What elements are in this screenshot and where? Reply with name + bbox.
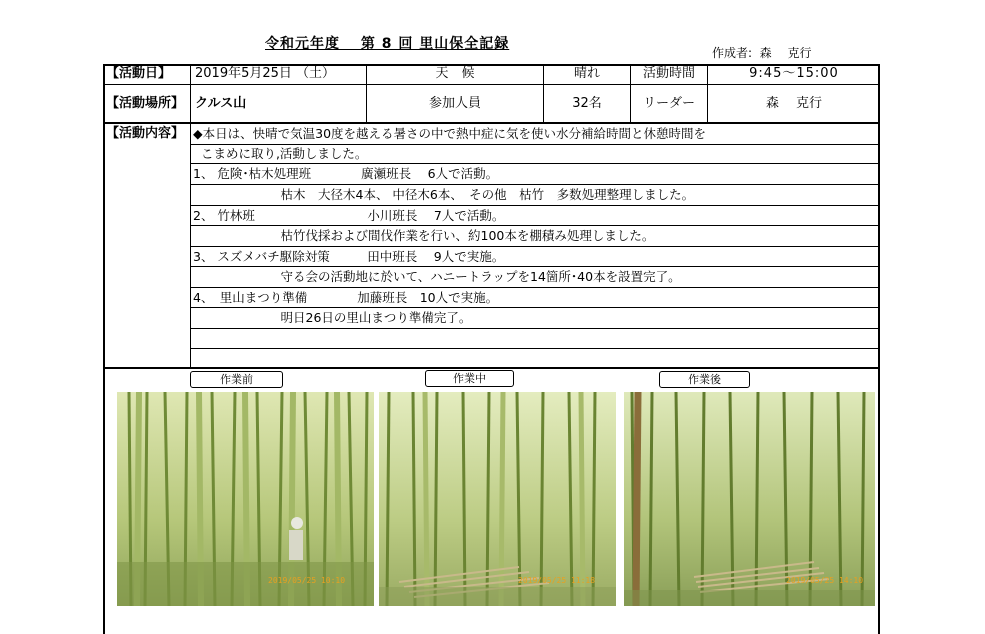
leader-label: リーダー: [642, 96, 695, 111]
date-label: 【活動日】: [106, 66, 172, 81]
page-title: 令和元年度 第 8 回 里山保全記録: [265, 36, 510, 52]
row-divider: [190, 246, 880, 247]
leader-value: 森 克行: [765, 96, 823, 111]
row-divider: [190, 266, 880, 267]
content-line: 3、 スズメバチ駆除対策 田中班長 9人で実施。: [193, 249, 505, 264]
row-divider: [103, 122, 880, 124]
content-line: ◆本日は、快晴で気温30度を越える暑さの中で熱中症に気を使い水分補給時間と休憩時間を: [193, 126, 707, 141]
row-divider: [103, 367, 880, 369]
row-divider: [190, 225, 880, 226]
row-divider: [190, 184, 880, 185]
bamboo-grove-after-image: [624, 392, 875, 606]
content-line: 明日26日の里山まつり準備完了。: [193, 310, 472, 325]
members-value: 32名: [572, 96, 602, 111]
bamboo-grove-during-image: [379, 392, 616, 606]
content-line: 枯竹伐採および間伐作業を行い、約100本を棚積み処理しました。: [193, 228, 655, 243]
bamboo-grove-before-image: [117, 392, 374, 606]
photo-after-label: 作業後: [659, 371, 750, 388]
weather-label: 天 候: [435, 66, 475, 81]
content-line: 4、 里山まつり準備 加藤班長 10人で実施。: [193, 290, 499, 305]
photo-before-label: 作業前: [190, 371, 283, 388]
row-divider: [190, 328, 880, 329]
row-divider: [190, 163, 880, 164]
content-line: 1、 危険･枯木処理班 廣瀬班長 6人で活動。: [193, 166, 499, 181]
content-label: 【活動内容】: [106, 126, 185, 141]
time-value: 9:45～15:00: [749, 66, 839, 81]
photo-during: [379, 392, 616, 606]
content-line: こまめに取り,活動しました。: [193, 146, 368, 161]
author-name: 作成者: 森 克行: [712, 46, 812, 60]
row-divider: [190, 307, 880, 308]
col-divider: [190, 64, 191, 368]
place-label: 【活動場所】: [106, 96, 185, 111]
content-line: 守る会の活動地に於いて、ハニートラップを14箇所･40本を設置完了。: [193, 269, 681, 284]
place-value: クルス山: [195, 96, 247, 111]
photo-before: [117, 392, 374, 606]
row-divider: [190, 348, 880, 349]
content-line: 2、 竹林班 小川班長 7人で活動。: [193, 208, 505, 223]
content-line: 枯木 大径木4本、 中径木6本、 その他 枯竹 多数処理整理しました。: [193, 187, 695, 202]
row-divider: [190, 287, 880, 288]
weather-value: 晴れ: [573, 66, 600, 81]
photo-during-timestamp: 2019/05/25 11:18: [518, 576, 596, 585]
photo-after-timestamp: 2019/05/25 14:10: [786, 576, 864, 585]
photo-before-timestamp: 2019/05/25 10:10: [268, 576, 346, 585]
photo-after: [624, 392, 875, 606]
date-value: 2019年5月25日 （土）: [195, 66, 336, 81]
members-label: 参加人員: [428, 96, 481, 111]
row-divider: [103, 84, 880, 85]
time-label: 活動時間: [642, 66, 695, 81]
row-divider: [190, 205, 880, 206]
photo-during-label: 作業中: [425, 370, 514, 387]
